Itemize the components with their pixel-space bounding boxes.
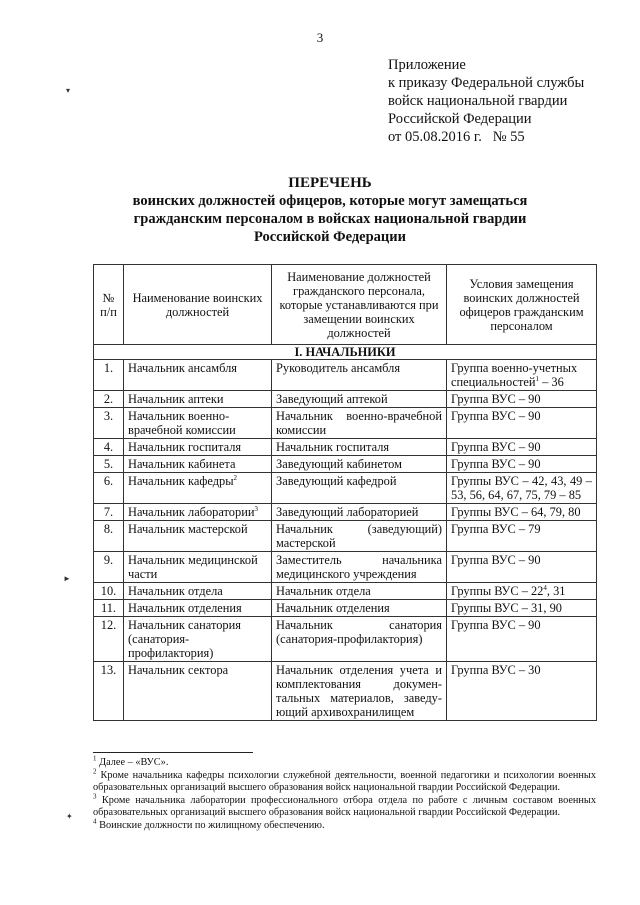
civilian-position: Начальник санатория (санатория-профилактория) [272, 617, 447, 662]
footnote-mark: 4 [93, 817, 97, 826]
scan-mark: ► [63, 574, 71, 583]
table-row [94, 456, 597, 473]
replacement-condition: Группа военно-учетных специальностей$^1$ – 36 [447, 360, 597, 391]
row-number: 9. [94, 552, 124, 583]
civilian-position: Начальник отделения [272, 600, 447, 617]
row-number: 7. [94, 504, 124, 521]
table-row [94, 521, 597, 552]
replacement-condition: Группа ВУС – 90 [447, 617, 597, 662]
header-military-position: Наименование воинских должностей [124, 265, 272, 345]
replacement-condition: Группы ВУС – $22^4$, 31 [447, 583, 597, 600]
footnote-ref: 4 [543, 583, 547, 592]
table-row [94, 504, 597, 521]
military-position: Начальник кабинета [124, 456, 272, 473]
replacement-condition: Группа ВУС – 90 [447, 552, 597, 583]
title-subtitle-line: гражданским персоналом в войсках национальной гвардии [133, 211, 527, 227]
row-number: 10. [94, 583, 124, 600]
footnote-mark: 2 [93, 767, 97, 776]
row-number: 8. [94, 521, 124, 552]
replacement-condition: Группа ВУС – 90 [447, 391, 597, 408]
military-position: Начальник кафедры$^2$ [124, 473, 272, 504]
military-position: Начальник отделения [124, 600, 272, 617]
footnotes [93, 754, 596, 832]
table-row [94, 600, 597, 617]
replacement-condition: Группы ВУС – 42, 43, 49 – 53, 56, 64, 67, 75, 79 – 85 [447, 473, 597, 504]
row-number: 5. [94, 456, 124, 473]
row-number: 1. [94, 360, 124, 391]
civilian-position: Заведующий лабораторией [272, 504, 447, 521]
footnote: $^3$ Кроме начальника лаборатории профессионального отбора отдела по работе с личным составом военных образовательных организаций высшего образования войск национальной гвардии Российской Федерации. [93, 792, 596, 818]
header-conditions: Условия замещения воинских должностей офицеров гражданским персоналом [447, 265, 597, 345]
military-position: Начальник медицинской части [124, 552, 272, 583]
replacement-condition: Группа ВУС – 79 [447, 521, 597, 552]
military-position: Начальник госпиталя [124, 439, 272, 456]
replacement-condition: Группы ВУС – 64, 79, 80 [447, 504, 597, 521]
civilian-position: Руководитель ансамбля [272, 360, 447, 391]
replacement-condition: Группа ВУС – 30 [447, 662, 597, 721]
military-position: Начальник ансамбля [124, 360, 272, 391]
table-row [94, 473, 597, 504]
civilian-position: Заведующий кафедрой [272, 473, 447, 504]
military-position: Начальник военно-врачебной комиссии [124, 408, 272, 439]
replacement-condition: Группы ВУС – 31, 90 [447, 600, 597, 617]
table-row [94, 391, 597, 408]
civilian-position: Начальник госпиталя [272, 439, 447, 456]
scan-mark: ▾ [66, 86, 71, 95]
scan-mark: ✦ [66, 812, 73, 821]
replacement-condition: Группа ВУС – 90 [447, 408, 597, 439]
table-row [94, 662, 597, 721]
footnote: $^1$ Далее – «ВУС». [93, 754, 169, 768]
table-row [94, 552, 597, 583]
page-number: 3 [316, 30, 324, 45]
military-position: Начальник лаборатории$^3$ [124, 504, 272, 521]
footnote-ref: 3 [254, 504, 258, 513]
table-row [94, 617, 597, 662]
row-number: 3. [94, 408, 124, 439]
civilian-position: Начальник отдела [272, 583, 447, 600]
appendix-line: Приложение [388, 57, 466, 73]
appendix-line: войск национальной гвардии [388, 93, 568, 109]
military-position: Начальник мастерской [124, 521, 272, 552]
civilian-position: Заведующий кабинетом [272, 456, 447, 473]
military-position: Начальник аптеки [124, 391, 272, 408]
appendix-line: к приказу Федеральной службы [388, 75, 585, 91]
section-title: I. НАЧАЛЬНИКИ [94, 345, 597, 360]
civilian-position: Заведующий аптекой [272, 391, 447, 408]
appendix-block [388, 56, 593, 146]
footnote-ref: 2 [233, 473, 238, 482]
civilian-position: Начальник (заведующий) мастерской [272, 521, 447, 552]
row-number: 4. [94, 439, 124, 456]
civilian-position: Начальник военно-врачебной комиссии [272, 408, 447, 439]
row-number: 11. [94, 600, 124, 617]
appendix-line: от 05.08.2016 г. № 55 [388, 129, 525, 145]
footnote-mark: 1 [93, 754, 97, 763]
footnote-divider [93, 752, 253, 753]
footnote: $^2$ Кроме начальника кафедры психологии служебной деятельности, военной педагогики и психологии военных образовательных организаций высшего образования войск национальной гвардии Российской Федерации. [93, 767, 596, 793]
row-number: 6. [94, 473, 124, 504]
footnote-mark: 3 [93, 792, 97, 801]
table-row [94, 439, 597, 456]
table-header-row [94, 265, 597, 345]
replacement-condition: Группа ВУС – 90 [447, 439, 597, 456]
military-position: Начальник сектора [124, 662, 272, 721]
table-row [94, 360, 597, 391]
header-civilian-position: Наименование должностей гражданского персонала, которые устанавливаются при замещении воинских должностей [272, 265, 447, 345]
civilian-position: Заместитель начальника медицинского учреждения [272, 552, 447, 583]
header-number: № п/п [94, 265, 124, 345]
footnote-ref: 1 [535, 374, 540, 383]
military-position: Начальник отдела [124, 583, 272, 600]
title-subtitle-line: Российской Федерации [253, 229, 406, 245]
row-number: 12. [94, 617, 124, 662]
row-number: 13. [94, 662, 124, 721]
positions-table [93, 264, 597, 721]
replacement-condition: Группа ВУС – 90 [447, 456, 597, 473]
title-main: ПЕРЕЧЕНЬ [288, 175, 372, 191]
section-row [94, 345, 597, 360]
document-title [90, 174, 570, 246]
row-number: 2. [94, 391, 124, 408]
footnote: $^4$ Воинские должности по жилищному обеспечению. [93, 817, 325, 831]
military-position: Начальник санатория (санатория-профилактория) [124, 617, 272, 662]
civilian-position: Начальник отделения учета и комплектования докумен-тальных материалов, заведу-ющий архивохранилищем [272, 662, 447, 721]
appendix-line: Российской Федерации [388, 111, 532, 127]
table-row [94, 408, 597, 439]
title-subtitle-line: воинских должностей офицеров, которые могут замещаться [132, 193, 528, 209]
table-row [94, 583, 597, 600]
